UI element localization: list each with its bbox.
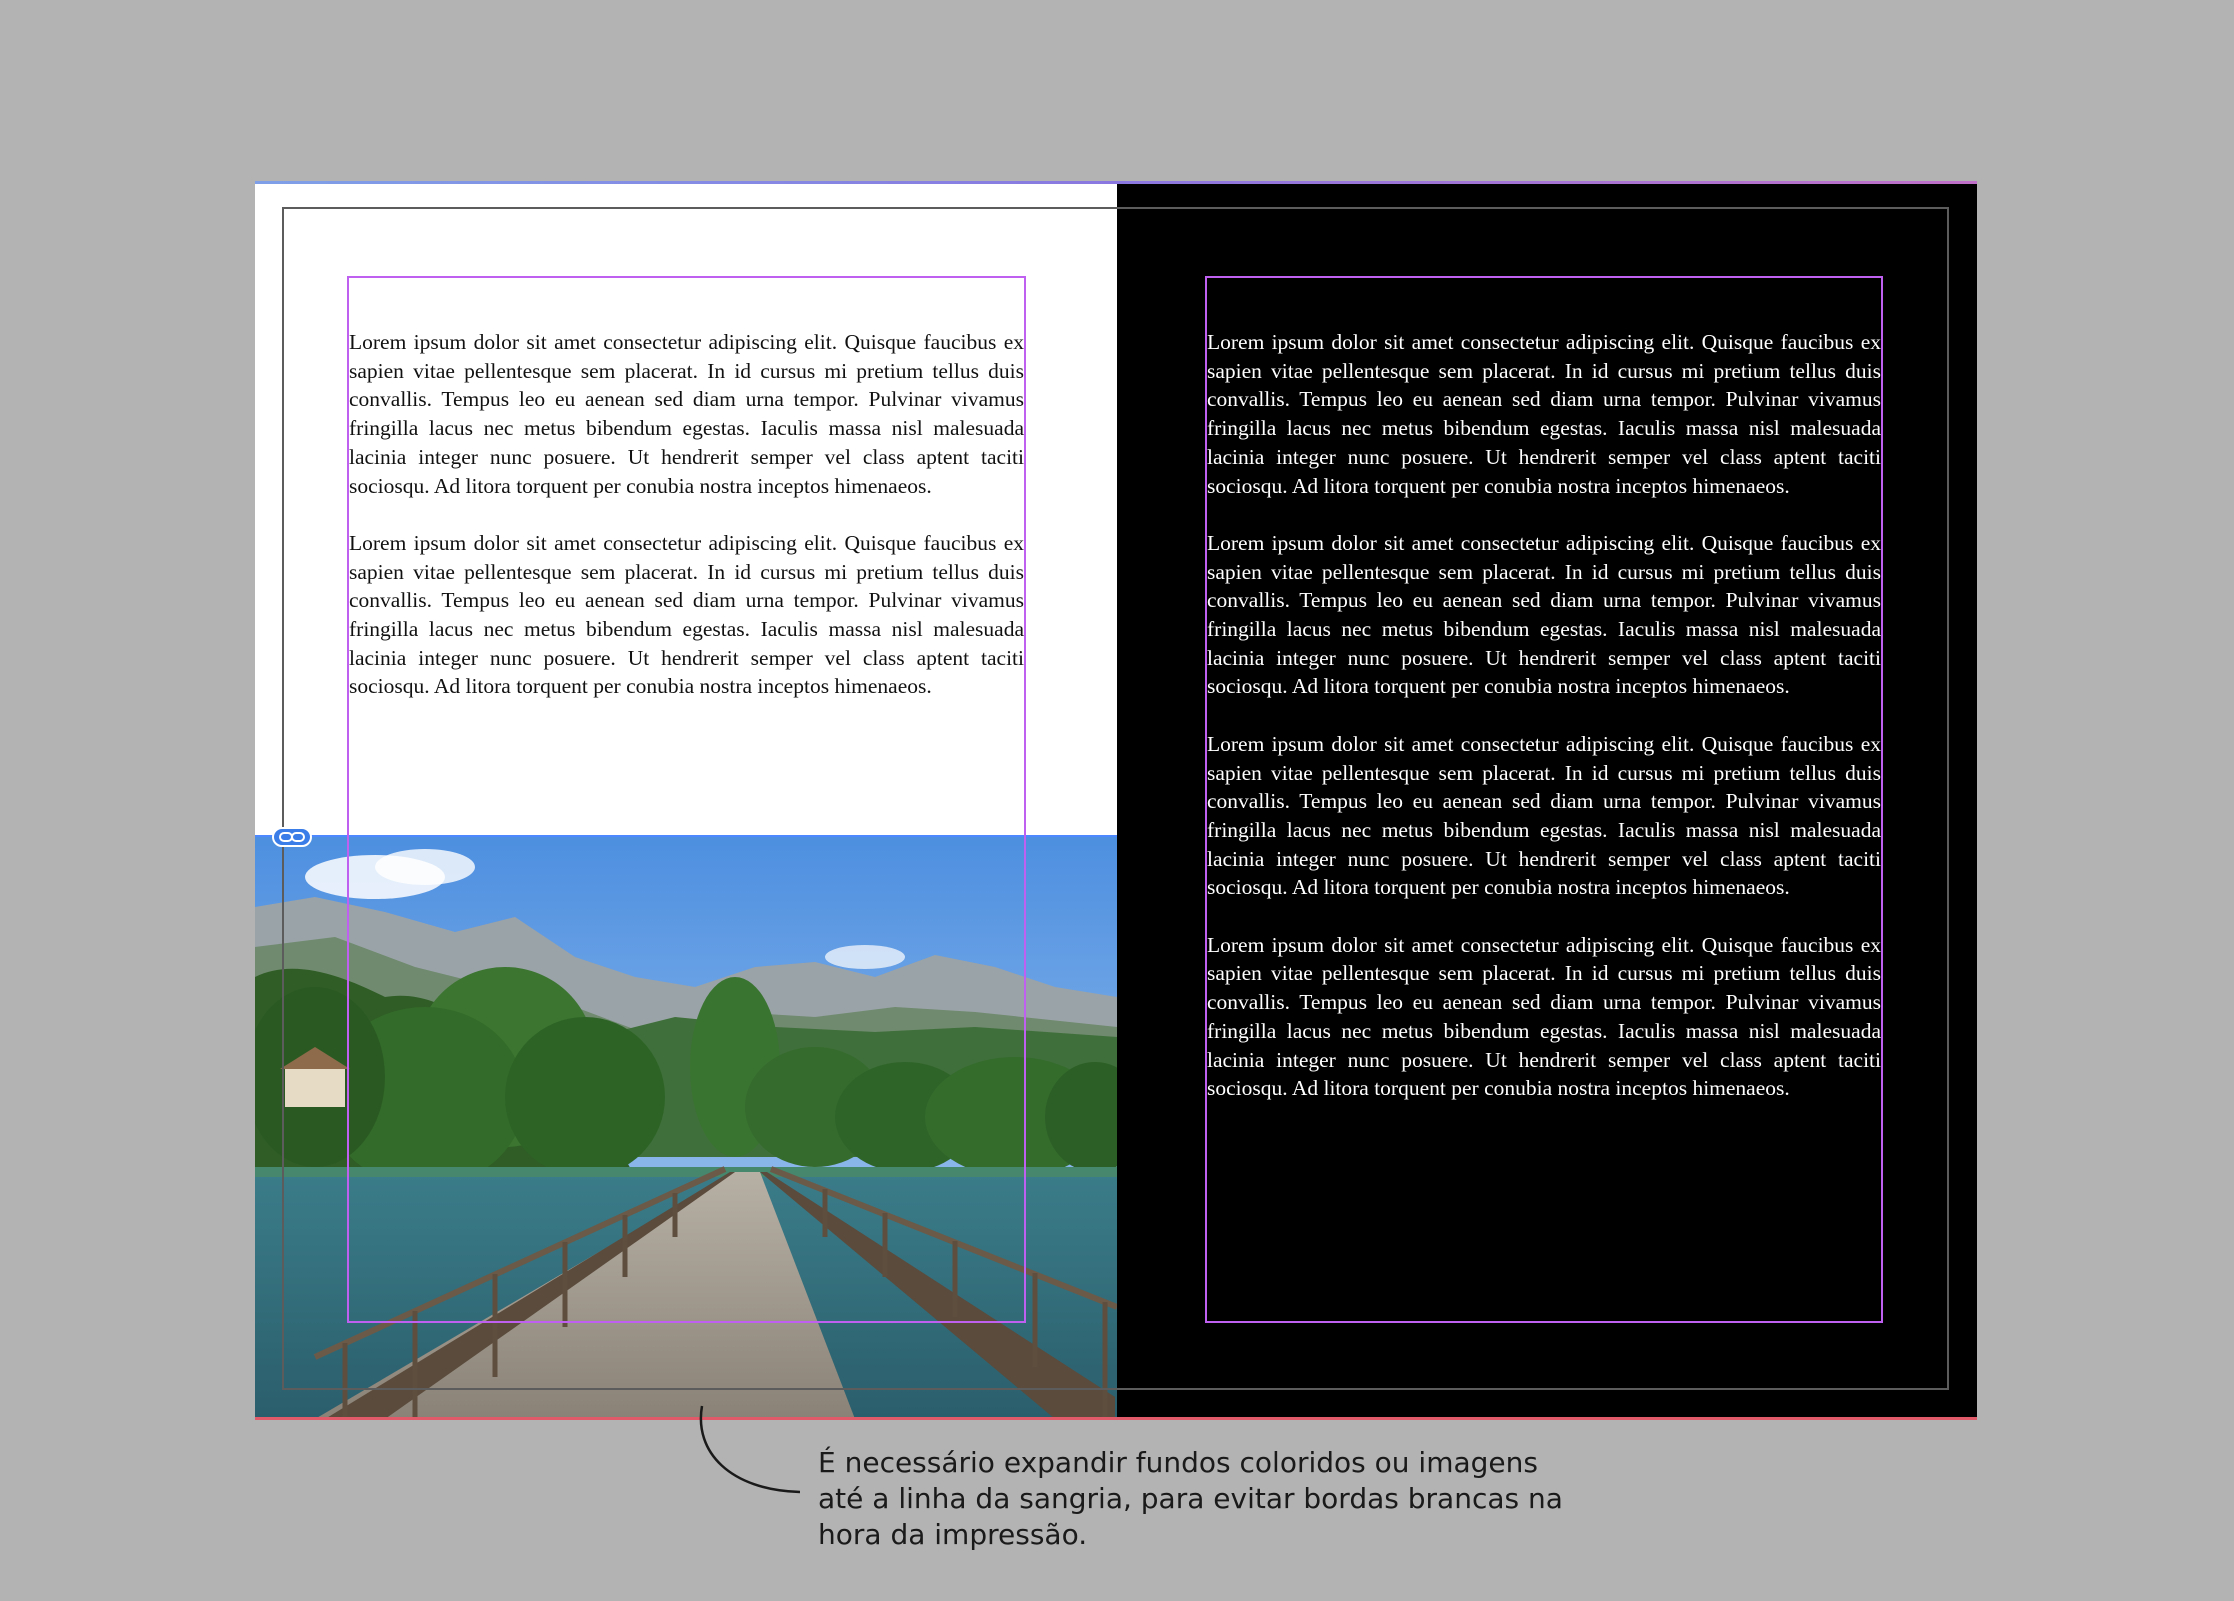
paragraph: Lorem ipsum dolor sit amet consectetur adipiscing elit. Quisque faucibus ex sapien vitae pellentesque sem placerat. In id cursus mi pretium tellus duis convallis. Tempus leo eu aenean sed diam urna tempor. Pulvinar vivamus fringilla lacus nec metus bibendum egestas. Iaculis massa nisl malesuada lacinia integer nunc posuere. Ut hendrerit semper vel class aptent taciti sociosqu. Ad litora torquent per conubia nostra inceptos himenaeos. [1207,530,1881,699]
paragraph: Lorem ipsum dolor sit amet consectetur adipiscing elit. Quisque faucibus ex sapien vitae pellentesque sem placerat. In id cursus mi pretium tellus duis convallis. Tempus leo eu aenean sed diam urna tempor. Pulvinar vivamus fringilla lacus nec metus bibendum egestas. Iaculis massa nisl malesuada lacinia integer nunc posuere. Ut hendrerit semper vel class aptent taciti sociosqu. Ad litora torquent per conubia nostra inceptos himenaeos. [349,330,1024,498]
text-frame-left[interactable] [347,276,1026,1323]
callout-caption [818,1445,1598,1553]
caption-line: hora da impressão. [818,1518,1088,1551]
paragraph: Lorem ipsum dolor sit amet consectetur adipiscing elit. Quisque faucibus ex sapien vitae pellentesque sem placerat. In id cursus mi pretium tellus duis convallis. Tempus leo eu aenean sed diam urna tempor. Pulvinar vivamus fringilla lacus nec metus bibendum egestas. Iaculis massa nisl malesuada lacinia integer nunc posuere. Ut hendrerit semper vel class aptent taciti sociosqu. Ad litora torquent per conubia nostra inceptos himenaeos. [1207,731,1881,900]
chain-link-icon[interactable] [272,827,312,847]
paragraph: Lorem ipsum dolor sit amet consectetur adipiscing elit. Quisque faucibus ex sapien vitae pellentesque sem placerat. In id cursus mi pretium tellus duis convallis. Tempus leo eu aenean sed diam urna tempor. Pulvinar vivamus fringilla lacus nec metus bibendum egestas. Iaculis massa nisl malesuada lacinia integer nunc posuere. Ut hendrerit semper vel class aptent taciti sociosqu. Ad litora torquent per conubia nostra inceptos himenaeos. [349,530,1024,699]
caption-line: É necessário expandir fundos coloridos ou imagens [818,1446,1538,1479]
caption-line: até a linha da sangria, para evitar bordas brancas na [818,1482,1563,1515]
callout-arrow [690,1402,810,1502]
document-spread [255,184,1977,1417]
bleed-line-bottom [255,1417,1977,1420]
paragraph: Lorem ipsum dolor sit amet consectetur adipiscing elit. Quisque faucibus ex sapien vitae pellentesque sem placerat. In id cursus mi pretium tellus duis convallis. Tempus leo eu aenean sed diam urna tempor. Pulvinar vivamus fringilla lacus nec metus bibendum egestas. Iaculis massa nisl malesuada lacinia integer nunc posuere. Ut hendrerit semper vel class aptent taciti sociosqu. Ad litora torquent per conubia nostra inceptos himenaeos. [1207,330,1881,498]
paragraph: Lorem ipsum dolor sit amet consectetur adipiscing elit. Quisque faucibus ex sapien vitae pellentesque sem placerat. In id cursus mi pretium tellus duis convallis. Tempus leo eu aenean sed diam urna tempor. Pulvinar vivamus fringilla lacus nec metus bibendum egestas. Iaculis massa nisl malesuada lacinia integer nunc posuere. Ut hendrerit semper vel class aptent taciti sociosqu. Ad litora torquent per conubia nostra inceptos himenaeos. [1207,932,1881,1101]
text-frame-right[interactable] [1205,276,1883,1323]
